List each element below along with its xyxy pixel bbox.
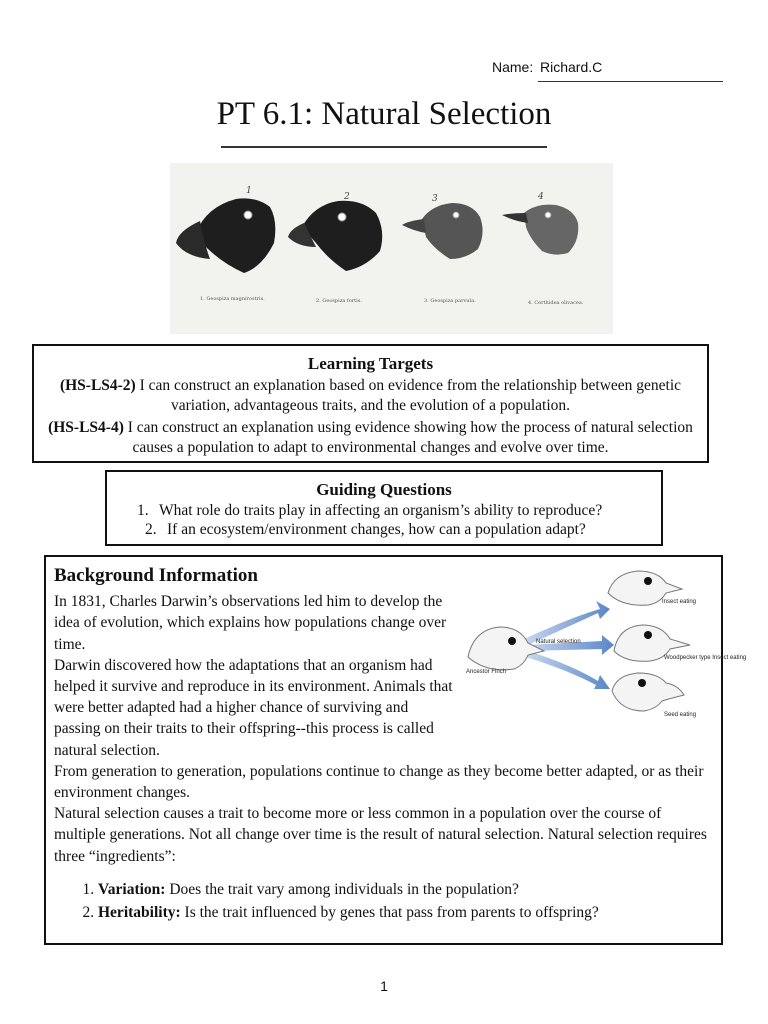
guiding-questions-box: [105, 470, 663, 546]
finch-beaks-figure: [170, 163, 613, 334]
name-field[interactable]: Richard.C: [540, 59, 603, 75]
question-text: What role do traits play in affecting an organism’s ability to reproduce?: [159, 502, 603, 519]
finch-number: 1: [246, 186, 252, 196]
outcome-label: Seed eating: [664, 712, 697, 718]
ingredient-item: [98, 879, 713, 900]
natural-selection-diagram: [462, 565, 747, 740]
ingredients-list: [54, 879, 713, 923]
background-heading: Background Information: [54, 565, 258, 586]
ingredient-term: Heritability:: [98, 904, 181, 922]
background-paragraph: In 1831, Charles Darwin’s observations led him to develop the idea of evolution, which explains how populations change over time.: [54, 593, 447, 653]
learning-target-item: [34, 418, 707, 458]
finch-caption: 4. Certhidea olivacea.: [528, 300, 584, 306]
question-text: If an ecosystem/environment changes, how can a population adapt?: [167, 521, 586, 538]
outcome-label: Insect eating: [662, 599, 697, 605]
guiding-question-item: [107, 501, 661, 520]
background-paragraph-continuation: From generation to generation, populations continue to change as they become better adapted, or as their environment changes.: [54, 762, 704, 802]
guiding-questions-heading: Guiding Questions: [316, 480, 452, 499]
standard-code: (HS-LS4-2): [59, 377, 136, 394]
name-row: [492, 57, 723, 83]
page-number: 1: [380, 978, 388, 994]
background-paragraph: Natural selection causes a trait to become more or less common in a population over the course of multiple generations. Not all change over time is the result of natural selection. Natural selection requires three “ingredients”:: [54, 805, 707, 865]
learning-targets-heading: Learning Targets: [307, 354, 434, 373]
finch-caption: 1. Geospiza magnirostris.: [200, 296, 265, 302]
learning-target-text: I can construct an explanation using evidence showing how the process of natural selection causes a population to adapt to environmental changes and evolve over time.: [123, 419, 693, 456]
learning-target-text: I can construct an explanation based on evidence from the relationship between genetic variation, advantageous traits, and the evolution of a population.: [135, 377, 682, 414]
name-label: Name:: [492, 59, 534, 75]
standard-code: (HS-LS4-4): [48, 419, 124, 436]
ingredient-item: [98, 902, 713, 923]
ingredient-term: Variation:: [98, 880, 166, 898]
learning-target-item: [34, 376, 707, 416]
finch-evolution-illustration: [462, 565, 747, 740]
ingredient-text: Does the trait vary among individuals in the population?: [165, 880, 519, 898]
page-title: PT 6.1: Natural Selection: [216, 96, 552, 132]
outcome-label: Woodpecker type Insect eating: [664, 655, 747, 661]
learning-targets-box: [32, 344, 709, 463]
background-paragraph: Darwin discovered how the adaptations that an organism had helped it survive and reproduce in its environment. Animals that were better adapted had a higher chance of surviving and passing on their traits to their offspring--this process is called natural selection.: [54, 656, 453, 759]
name-underline: [538, 81, 723, 82]
finch-number: 3: [432, 194, 438, 204]
title-divider: [221, 146, 547, 148]
finch-caption: 3. Geospiza parvula.: [424, 298, 476, 304]
question-number: 1.: [137, 502, 149, 519]
question-number: 2.: [145, 521, 157, 538]
ancestor-label: Ancestor Finch: [466, 669, 507, 675]
finch-number: 2: [344, 192, 350, 202]
finch-caption: 2. Geospiza fortis.: [316, 298, 362, 304]
finch-illustration: [170, 163, 613, 334]
guiding-question-item: [107, 520, 661, 539]
ingredient-text: Is the trait influenced by genes that pass from parents to offspring?: [180, 904, 599, 922]
process-label: Natural selection: [536, 639, 581, 645]
finch-number: 4: [538, 192, 544, 202]
